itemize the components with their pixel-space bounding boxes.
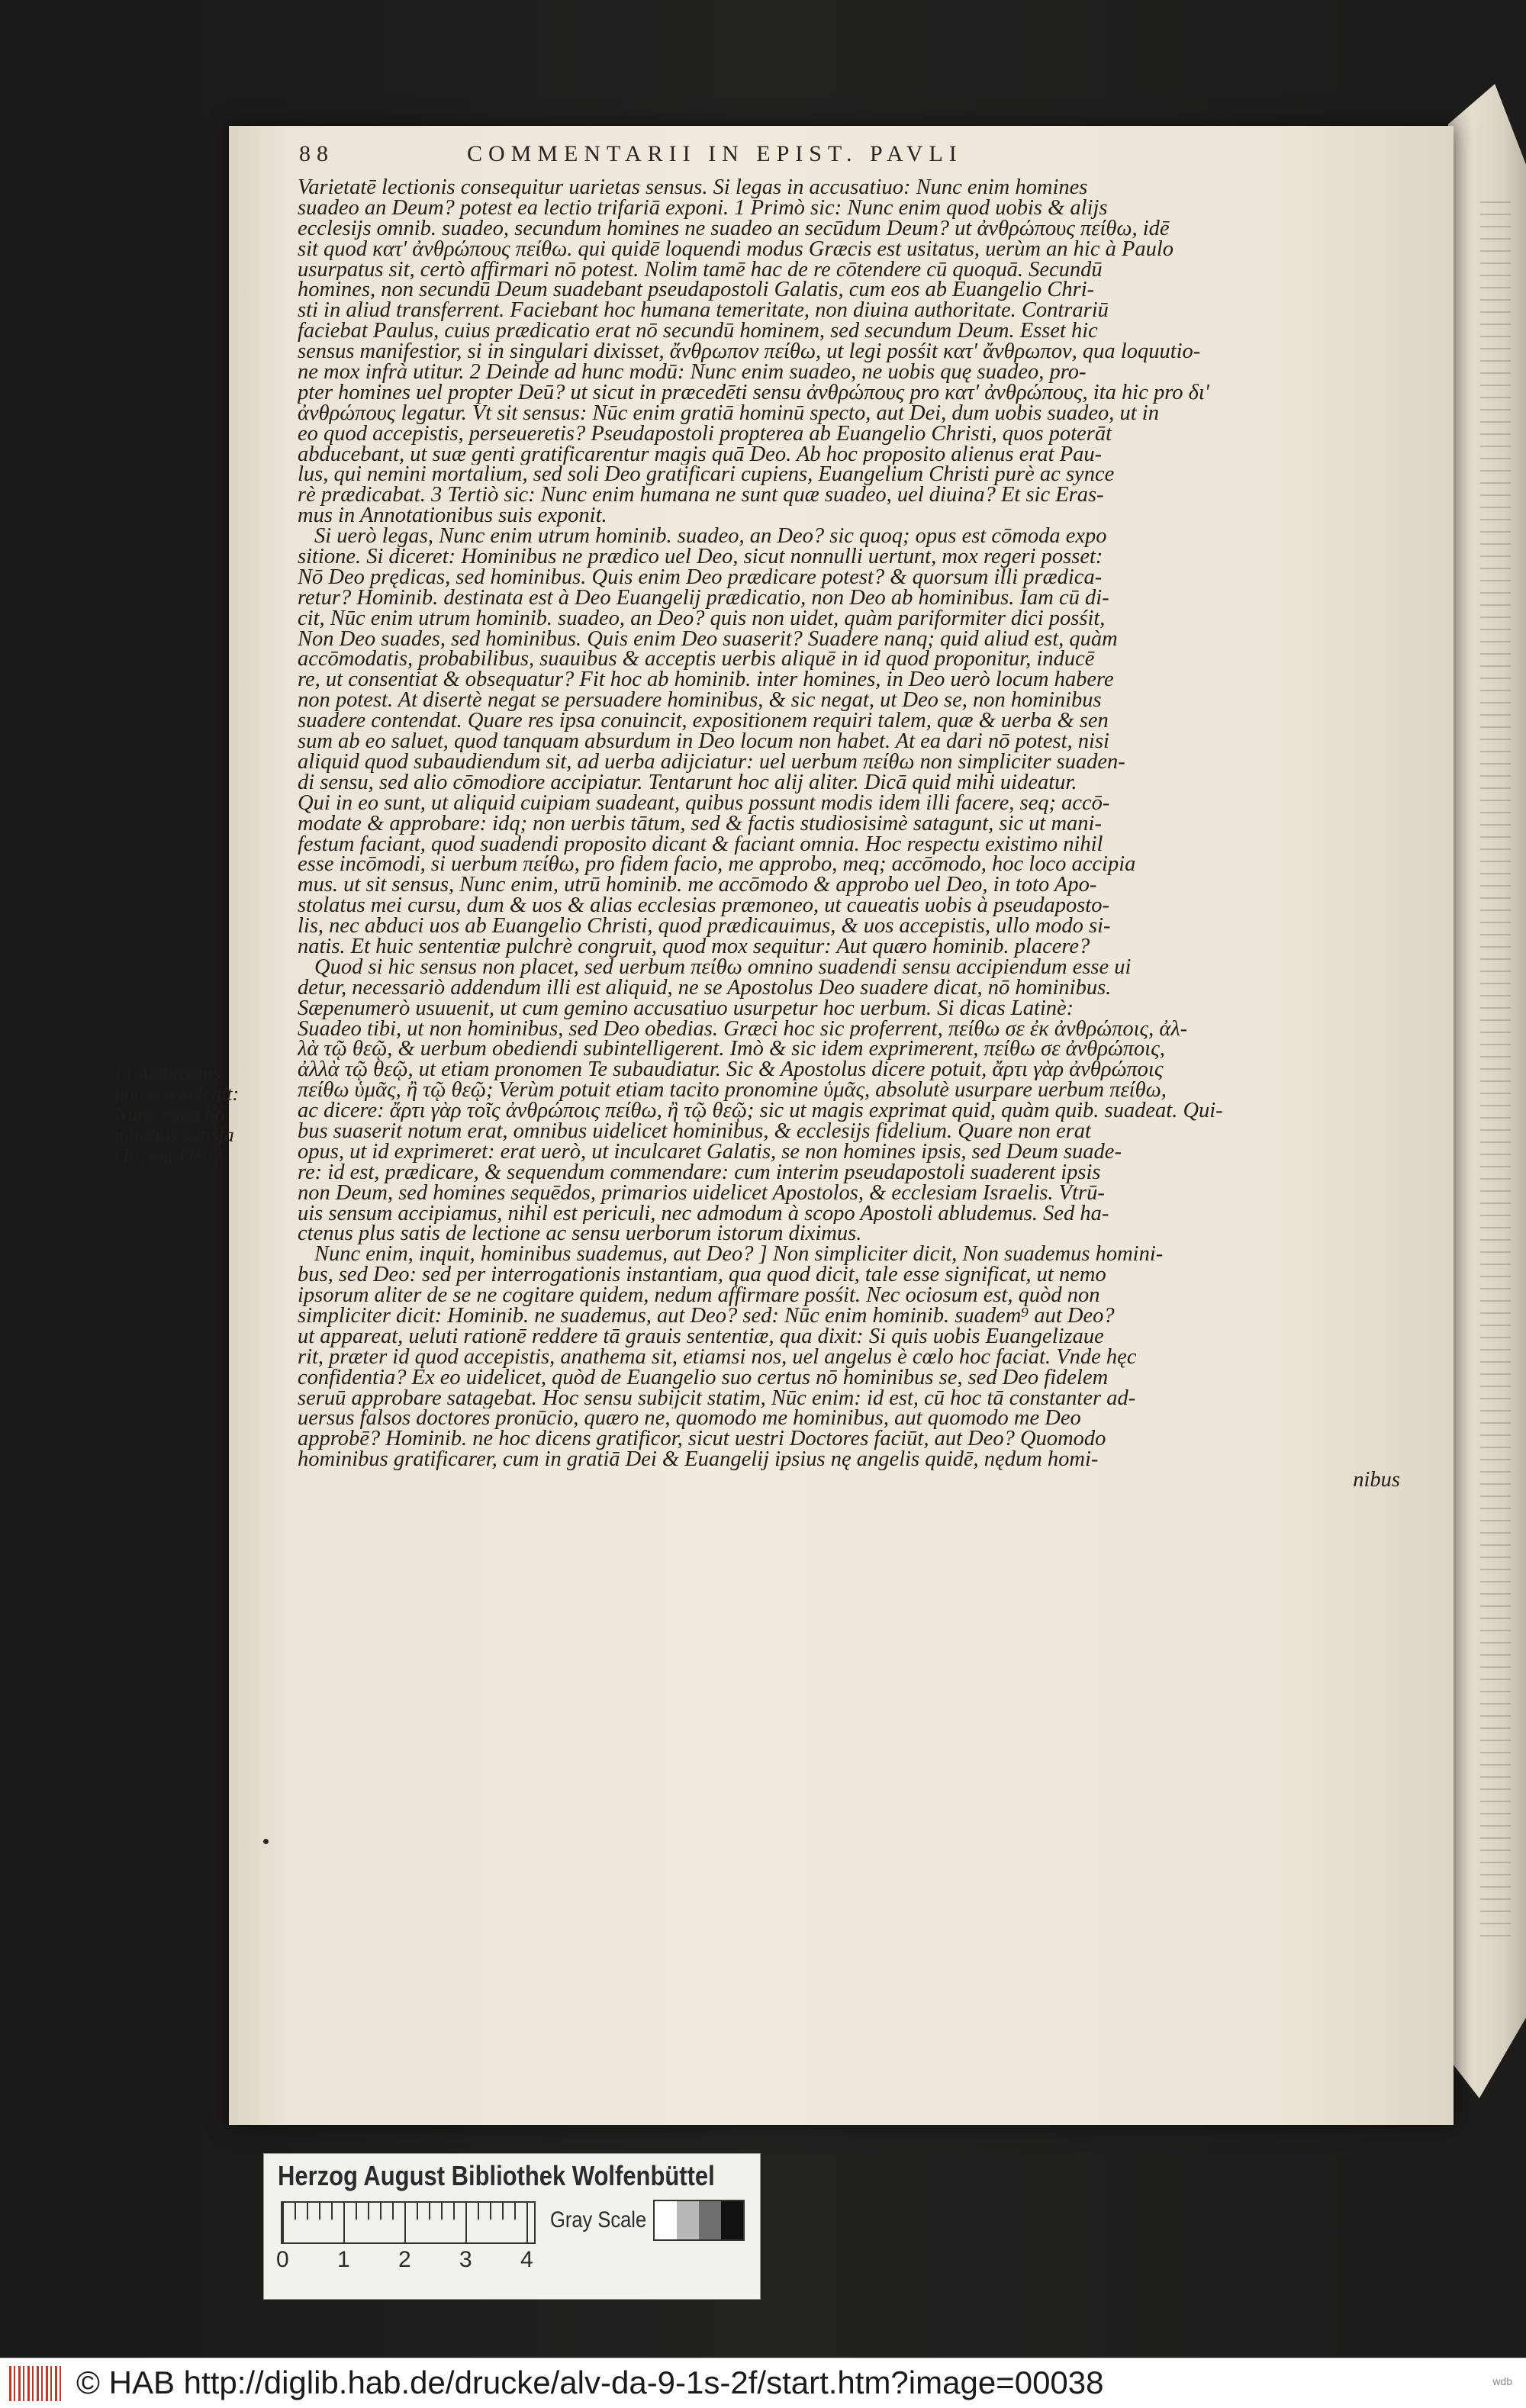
text-line: Nō Deo prędicas, sed hominibus. Quis enim Deo prædicare potest? & quorsum illi prædica- [298,567,1103,588]
centimeter-ruler [281,2201,536,2244]
text-line: pter homines uel propter Deū? ut sicut in præcedēti sensu ἀνθρώπους pro κατ' ἀνθρώπους, ita hic pro δι' [298,382,1209,404]
text-line: esse incōmodi, si uerbum πείθω, pro fidem facio, me approbo, meq; accōmodo, hoc loco accipia [298,855,1136,876]
text-line: festum faciant, quod suadendi proposito dicant & faciant omnia. Hoc respectu existimo nihil [298,834,1103,855]
text-line: confidentia? Ex eo uidelicet, quòd de Euangelio suo certus nō hominibus se, sed Deo fidelem [298,1367,1109,1389]
text-line: Si uerò legas, Nunc enim utrum hominib. suadeo, an Deo? sic quoq; opus est cōmoda expo [314,526,1107,548]
text-line: homines, non secundū Deum suadebant pseudapostoli Galatis, cum eos ab Euangelio Chri- [298,280,1095,301]
marginal-note [114,1063,290,1166]
text-line: ἀνθρώπους legatur. Vt sit sensus: Nūc enim gratiā hominū specto, aut Dei, dum uobis suadeo, ut in [298,403,1159,424]
ruler-number: 0 [276,2247,289,2272]
text-line: ipsorum aliter de se ne cogitare quidem, nedum affirmare posśit. Nec ociosum est, quòd non [298,1286,1100,1306]
text-line: hominibus gratificarer, cum in gratiā Dei & Euangelij ipsius nę angelis quidē, nędum homi- [298,1450,1099,1471]
text-line: non Deum, sed homines sequēdos, primarios uidelicet Apostolos, & ecclesiam Israelis. Vtrū- [298,1183,1105,1204]
ruler-number: 3 [459,2247,472,2272]
text-line: non potest. At disertè negat se persuadere hominibus, & sic negat, ut Deo se, non hominibus [298,691,1102,712]
gray-patch [677,2201,699,2239]
text-line: rè prædicabat. 3 Tertiò sic: Nunc enim humana ne sunt quæ suadeo, uel diuina? Et sic Eras- [298,485,1104,507]
viewer-footer [0,2358,1526,2408]
text-line: re: id est, prædicare, & sequendum commendare: cum interim pseudapostoli suaderent ipsis [298,1162,1101,1183]
ruler-number: 2 [398,2247,411,2272]
page-number: 88 [299,141,334,166]
text-line: Nunc enim, inquit, hominibus suademus, aut Deo? ] Non simpliciter dicit, Non suademus homini- [314,1244,1164,1266]
text-line: simpliciter dicit: Hominib. ne suademus, aut Deo? sed: Nūc enim hominib. suadem⁹ aut Deo? [298,1305,1115,1327]
text-line: approbē? Hominib. ne hoc dicens gratificor, sicut uestri Doctores faciūt, aut Deo? Quomodo [298,1429,1106,1450]
text-line: ctenus plus satis de lectione ac sensu uerborum istorum diximus. [298,1224,862,1245]
running-title: COMMENTARII IN EPIST. PAVLI [467,141,963,166]
marginal-line: Et Ambrosius [114,1062,221,1084]
gray-patch [699,2201,721,2239]
text-line: stolatus mei cursu, dum & uos & alias ecclesias præmoneo, ut caueatis uobis à pseudaposto- [298,896,1109,917]
text-line: usurpatus sit, certò affirmari nō potest. Nolim tamē hac de re cōtendere cū quoquā. Secundū [298,259,1103,281]
color-scale-card [263,2153,761,2300]
text-line: ac dicere: ἄρτι γὰρ τοῖς ἀνθρώποις πείθω, ἢ τῷ θεῷ; sic ut magis exprimat quid, quàm quib. suadeat. Qui- [298,1101,1223,1122]
text-line: re, ut consentiat & obsequatur? Fit hoc ab hominib. inter homines, in Deo uerò locum habere [298,670,1114,691]
text-line: suadere contendat. Quare res ipsa conuincit, expositionem requiri talem, quæ & uerba & sen [298,711,1109,732]
text-line: aliquid quod subaudiendum sit, ad uerba adijciatur: uel uerbum πείθω non simpliciter suaden- [298,752,1125,773]
marginal-line: cio, aut Deo? [114,1144,222,1167]
text-line: sum ab eo saluet, quod tanquam absurdum in Deo locum non habet. At ea dari nō potest, nisi [298,732,1109,752]
text-line: lus, qui nemini mortalium, sed soli Deo gratificari cupiens, Euangelium Christi purè ac synce [298,465,1115,486]
text-line: bus, sed Deo: sed per interrogationis instantiam, qua quod dicit, tale esse significat, ut nemo [298,1265,1106,1286]
text-line: λὰ τῷ θεῷ, & uerbum obediendi subintelligerent. Imò & sic idem exprimerent, πείθω σε ἀνθρώποις, [298,1039,1165,1061]
text-line: ut appareat, ueluti rationē reddere tā grauis sententiæ, qua dixit: Si quis uobis Euangelizaue [298,1326,1104,1347]
text-line: natis. Et huic sententiæ pulchrè congruit, quod mox sequitur: Aut quæro hominib. placere? [298,936,1090,958]
ruler-number: 4 [520,2247,533,2272]
text-line: ecclesijs omnib. suadeo, secundum homines ne suadeo an secūdum Deum? ut ἀνθρώπους πείθω, idē [298,218,1170,240]
text-line: nibus [1353,1470,1400,1491]
text-line: πείθω ὑμᾶς, ἢ τῷ θεῷ; Verùm potuit etiam tacito pronomine ὑμᾶς, absolutè usurpare uerbum πείθω, [298,1080,1167,1102]
next-page-text-shadow [1480,191,1511,1946]
text-line: sit quod κατ' ἀνθρώπους πείθω. qui quidē loquendi modus Græcis est usitatus, uerùm an hic à Paulo [298,239,1174,260]
text-line: rit, præter id quod accepistis, anathema sit, etiamsi nos, uel angelus è cœlo hoc faciat. Vnde hęc [298,1347,1137,1368]
text-line: Non Deo suades, sed hominibus. Quis enim Deo suaserit? Suadere nanq; quid aliud est, quàm [298,629,1118,650]
text-line: di sensu, sed alio cōmodiore accipiatur. Tentarunt hoc alij aliter. Dicā quid mihi uideatur. [298,772,1077,794]
text-line: abducebant, ut suæ genti gratificarentur magis quā Deo. Ab hoc proposito alienus erat Pau- [298,444,1103,465]
hab-logo-icon [9,2366,63,2401]
text-line: mus. ut sit sensus, Nunc enim, utrū hominib. me accōmodo & approbo uel Deo, in toto Apo- [298,875,1097,897]
text-line: Quod si hic sensus non placet, sed uerbum πείθω omnino suadendi sensu accipiendum esse ui [314,957,1132,978]
gray-patch [655,2201,677,2239]
text-line: seruū approbare satagebat. Hoc sensu subijcit statim, Nūc enim: id est, cū hoc tā constanter ad- [298,1388,1136,1409]
text-line: sti in aliud transferrent. Faciebant hoc humana temeritate, non diuina authoritate. Contrariū [298,301,1109,322]
text-line: uis sensum accipiamus, nihil est periculi, nec admodum à scopo Apostoli abludemus. Sed ha- [298,1203,1109,1225]
text-line: faciebat Paulus, cuius prædicatio erat nō secundū hominem, sed secundum Deum. Esset hic [298,321,1098,343]
text-line: sitione. Si diceret: Hominibus ne prædico uel Deo, sicut nonnulli uertunt, mox regeri posset: [298,547,1103,568]
corner-mark: wdb [1492,2375,1512,2387]
margin-dot [263,1839,269,1844]
text-line: suadeo an Deum? potest ea lectio trifariā exponi. 1 Primò sic: Nunc enim quod uobis & alijs [298,198,1108,219]
text-line: uersus falsos doctores pronūcio, quæro ne, quomodo me hominibus, aut quomodo me Deo [298,1408,1081,1430]
running-header [299,141,1444,172]
text-line: cit, Nūc enim utrum hominib. suadeo, an Deo? quis non uidet, quàm pariformiter dici posśit, [298,608,1106,629]
text-line: lis, nec abduci uos ab Euangelio Christi, quod prædicauimus, & uos accepistis, ullo modo si- [298,916,1111,937]
text-line: accōmodatis, probabilibus, suauibus & acceptis uerbis aliquē in id quod proponitur, inducē [298,649,1095,671]
text-line: bus suaserit notum erat, omnibus uidelicet hominibus, & ecclesijs fidelium. Quare non erat [298,1121,1091,1142]
gray-scale-label: Gray Scale [550,2207,647,2233]
marginal-line: Nunc enim ho [114,1103,225,1125]
marginal-line: hoc sensu legit: [114,1083,240,1105]
text-line: eo quod accepistis, perseueretis? Pseudapostoli propterea ab Euangelio Christi, quos poterāt [298,423,1112,445]
gray-scale-patches [653,2200,745,2241]
ruler-number: 1 [337,2247,350,2272]
text-line: modate & approbare: idq; non uerbis tātum, sed & factis studiosisimè satagunt, sic ut mani- [298,813,1102,835]
text-line: Varietatē lectionis consequitur uarietas sensus. Si legas in accusatiuo: Nunc enim homines [298,178,1088,198]
text-line: ne mox infrà utitur. 2 Deinde ad hunc modū: Nunc enim suadeo, ne uobis quę suadeo, pro- [298,362,1087,383]
text-line: Sæpenumerò usuuenit, ut cum gemino accusatiuo usurpetur hoc uerbum. Si dicas Latinè: [298,998,1074,1019]
text-line: Qui in eo sunt, ut aliquid cuipiam suadeant, quibus possunt modis idem illi facere, seq; accō- [298,793,1110,814]
text-line: retur? Hominib. destinata est à Deo Euangelij prædicatio, non Deo ab hominibus. Iam cū di- [298,588,1109,609]
text-line: sensus manifestior, si in singulari dixisset, ἄνθρωπον πείθω, ut legi posśit κατ' ἄνθρωπον, qua loquutio- [298,342,1201,363]
institution-name: Herzog August Bibliothek Wolfenbüttel [278,2160,715,2191]
text-line: Suadeo tibi, ut non hominibus, sed Deo obedias. Græci hoc sic proferrent, πείθω σε ἐκ ἀνθρώποις, ἀλ- [298,1019,1188,1040]
body-text [298,178,1400,1491]
text-line: mus in Annotationibus suis exponit. [298,506,607,527]
gray-patch [721,2201,743,2239]
text-line: ἀλλὰ τῷ θεῷ, ut etiam pronomen Te subaudiatur. Sic & Apostolus dicere potuit, ἄρτι γὰρ ἀνθρώποις [298,1060,1164,1081]
marginal-line: minibus satisfa [114,1124,234,1146]
source-credit[interactable]: © HAB http://diglib.hab.de/drucke/alv-da-9-1s-2f/start.htm?image=00038 [76,2365,1104,2400]
text-line: opus, ut id exprimeret: erat uerò, ut inculcaret Galatis, se non homines ipsis, sed Deum suade- [298,1141,1122,1163]
text-line: detur, necessariò addendum illi est aliquid, ne se Apostolus Deo suadere dicat, nō hominibus. [298,977,1112,999]
